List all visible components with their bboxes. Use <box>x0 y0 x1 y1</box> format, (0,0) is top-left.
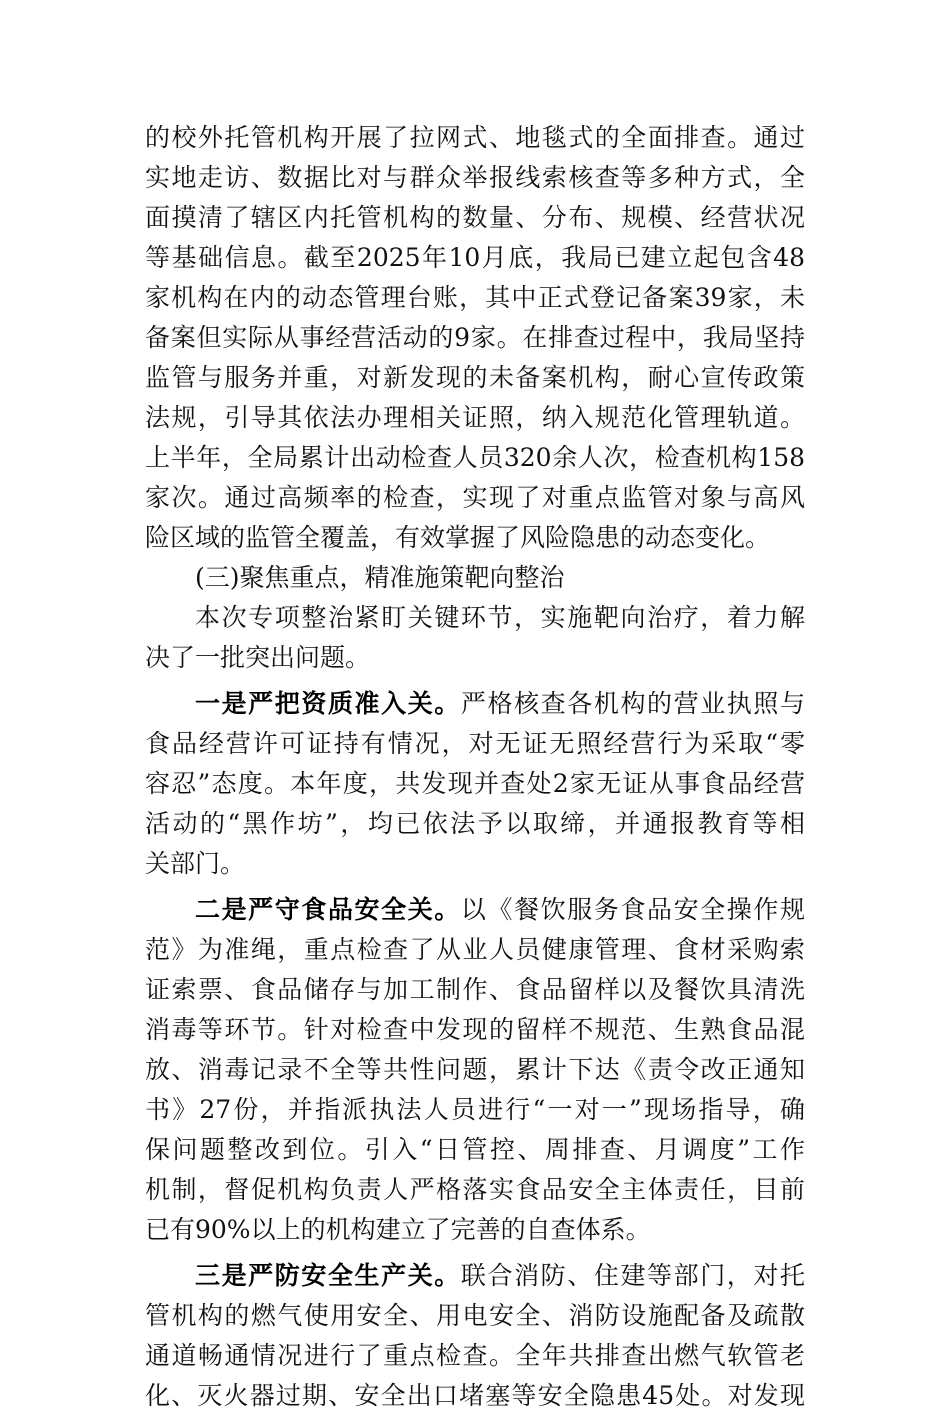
text-line: 食品经营许可证持有情况，对无证无照经营行为采取“零 <box>145 729 805 758</box>
text-line: 证索票、食品储存与加工制作、食品留样以及餐饮具清洗 <box>145 975 805 1004</box>
section-heading-3 <box>145 558 805 598</box>
item-lead: 二是严守食品安全关。 <box>195 895 461 924</box>
text-line: 活动的“黑作坊”，均已依法予以取缔，并通报教育等相 <box>145 809 805 838</box>
text-line <box>145 684 805 724</box>
text-line: 管机构的燃气使用安全、用电安全、消防设施配备及疏散 <box>145 1301 805 1330</box>
text-line: 本次专项整治紧盯关键环节，实施靶向治疗，着力解 <box>195 603 805 632</box>
text-line: 等基础信息。截至2025年10月底，我局已建立起包含48 <box>145 243 805 272</box>
text-line: 已有90%以上的机构建立了完善的自查体系。 <box>145 1215 651 1244</box>
text-line <box>145 1256 805 1296</box>
text-line: 的校外托管机构开展了拉网式、地毯式的全面排查。通过 <box>145 123 805 152</box>
text-line: 家机构在内的动态管理台账，其中正式登记备案39家，未 <box>145 283 805 312</box>
text-line: 书》27份，并指派执法人员进行“一对一”现场指导，确 <box>145 1095 805 1124</box>
text-line: 范》为准绳，重点检查了从业人员健康管理、食材采购索 <box>145 935 805 964</box>
item-text: 联合消防、住建等部门，对托 <box>460 1261 805 1290</box>
item-lead: 一是严把资质准入关。 <box>195 689 461 718</box>
paragraph-item-qualification <box>145 684 805 884</box>
text-line: 实地走访、数据比对与群众举报线索核查等多种方式，全 <box>145 163 805 192</box>
text-line <box>145 890 805 930</box>
text-line: 机制，督促机构负责人严格落实食品安全主体责任，目前 <box>145 1175 805 1204</box>
text-line: 决了一批突出问题。 <box>145 643 371 672</box>
text-line: 容忍”态度。本年度，共发现并查处2家无证从事食品经营 <box>145 769 805 798</box>
paragraph-intro <box>145 598 805 678</box>
item-text: 严格核查各机构的营业执照与 <box>460 689 805 718</box>
document-body <box>145 118 805 1416</box>
text-line: 放、消毒记录不全等共性问题，累计下达《责令改正通知 <box>145 1055 805 1084</box>
section-heading-text: (三)聚焦重点，精准施策靶向整治 <box>195 563 565 592</box>
text-line: 备案但实际从事经营活动的9家。在排查过程中，我局坚持 <box>145 323 805 352</box>
text-line: 面摸清了辖区内托管机构的数量、分布、规模、经营状况 <box>145 203 805 232</box>
paragraph-item-food-safety <box>145 890 805 1250</box>
text-line: 化、灭火器过期、安全出口堵塞等安全隐患45处。对发现 <box>145 1381 805 1410</box>
text-line: 保问题整改到位。引入“日管控、周排查、月调度”工作 <box>145 1135 805 1164</box>
text-line: 关部门。 <box>145 849 246 878</box>
item-lead: 三是严防安全生产关。 <box>195 1261 461 1290</box>
text-line: 家次。通过高频率的检查，实现了对重点监管对象与高风 <box>145 483 805 512</box>
paragraph-item-production-safety <box>145 1256 805 1416</box>
item-text: 以《餐饮服务食品安全操作规 <box>460 895 805 924</box>
paragraph-investigation <box>145 118 805 558</box>
text-line: 上半年，全局累计出动检查人员320余人次，检查机构158 <box>145 443 805 472</box>
text-line: 消毒等环节。针对检查中发现的留样不规范、生熟食品混 <box>145 1015 805 1044</box>
text-line: 法规，引导其依法办理相关证照，纳入规范化管理轨道。 <box>145 403 805 432</box>
text-line: 监管与服务并重，对新发现的未备案机构，耐心宣传政策 <box>145 363 805 392</box>
text-line: 通道畅通情况进行了重点检查。全年共排查出燃气软管老 <box>145 1341 805 1370</box>
text-line: 险区域的监管全覆盖，有效掌握了风险隐患的动态变化。 <box>145 523 771 552</box>
